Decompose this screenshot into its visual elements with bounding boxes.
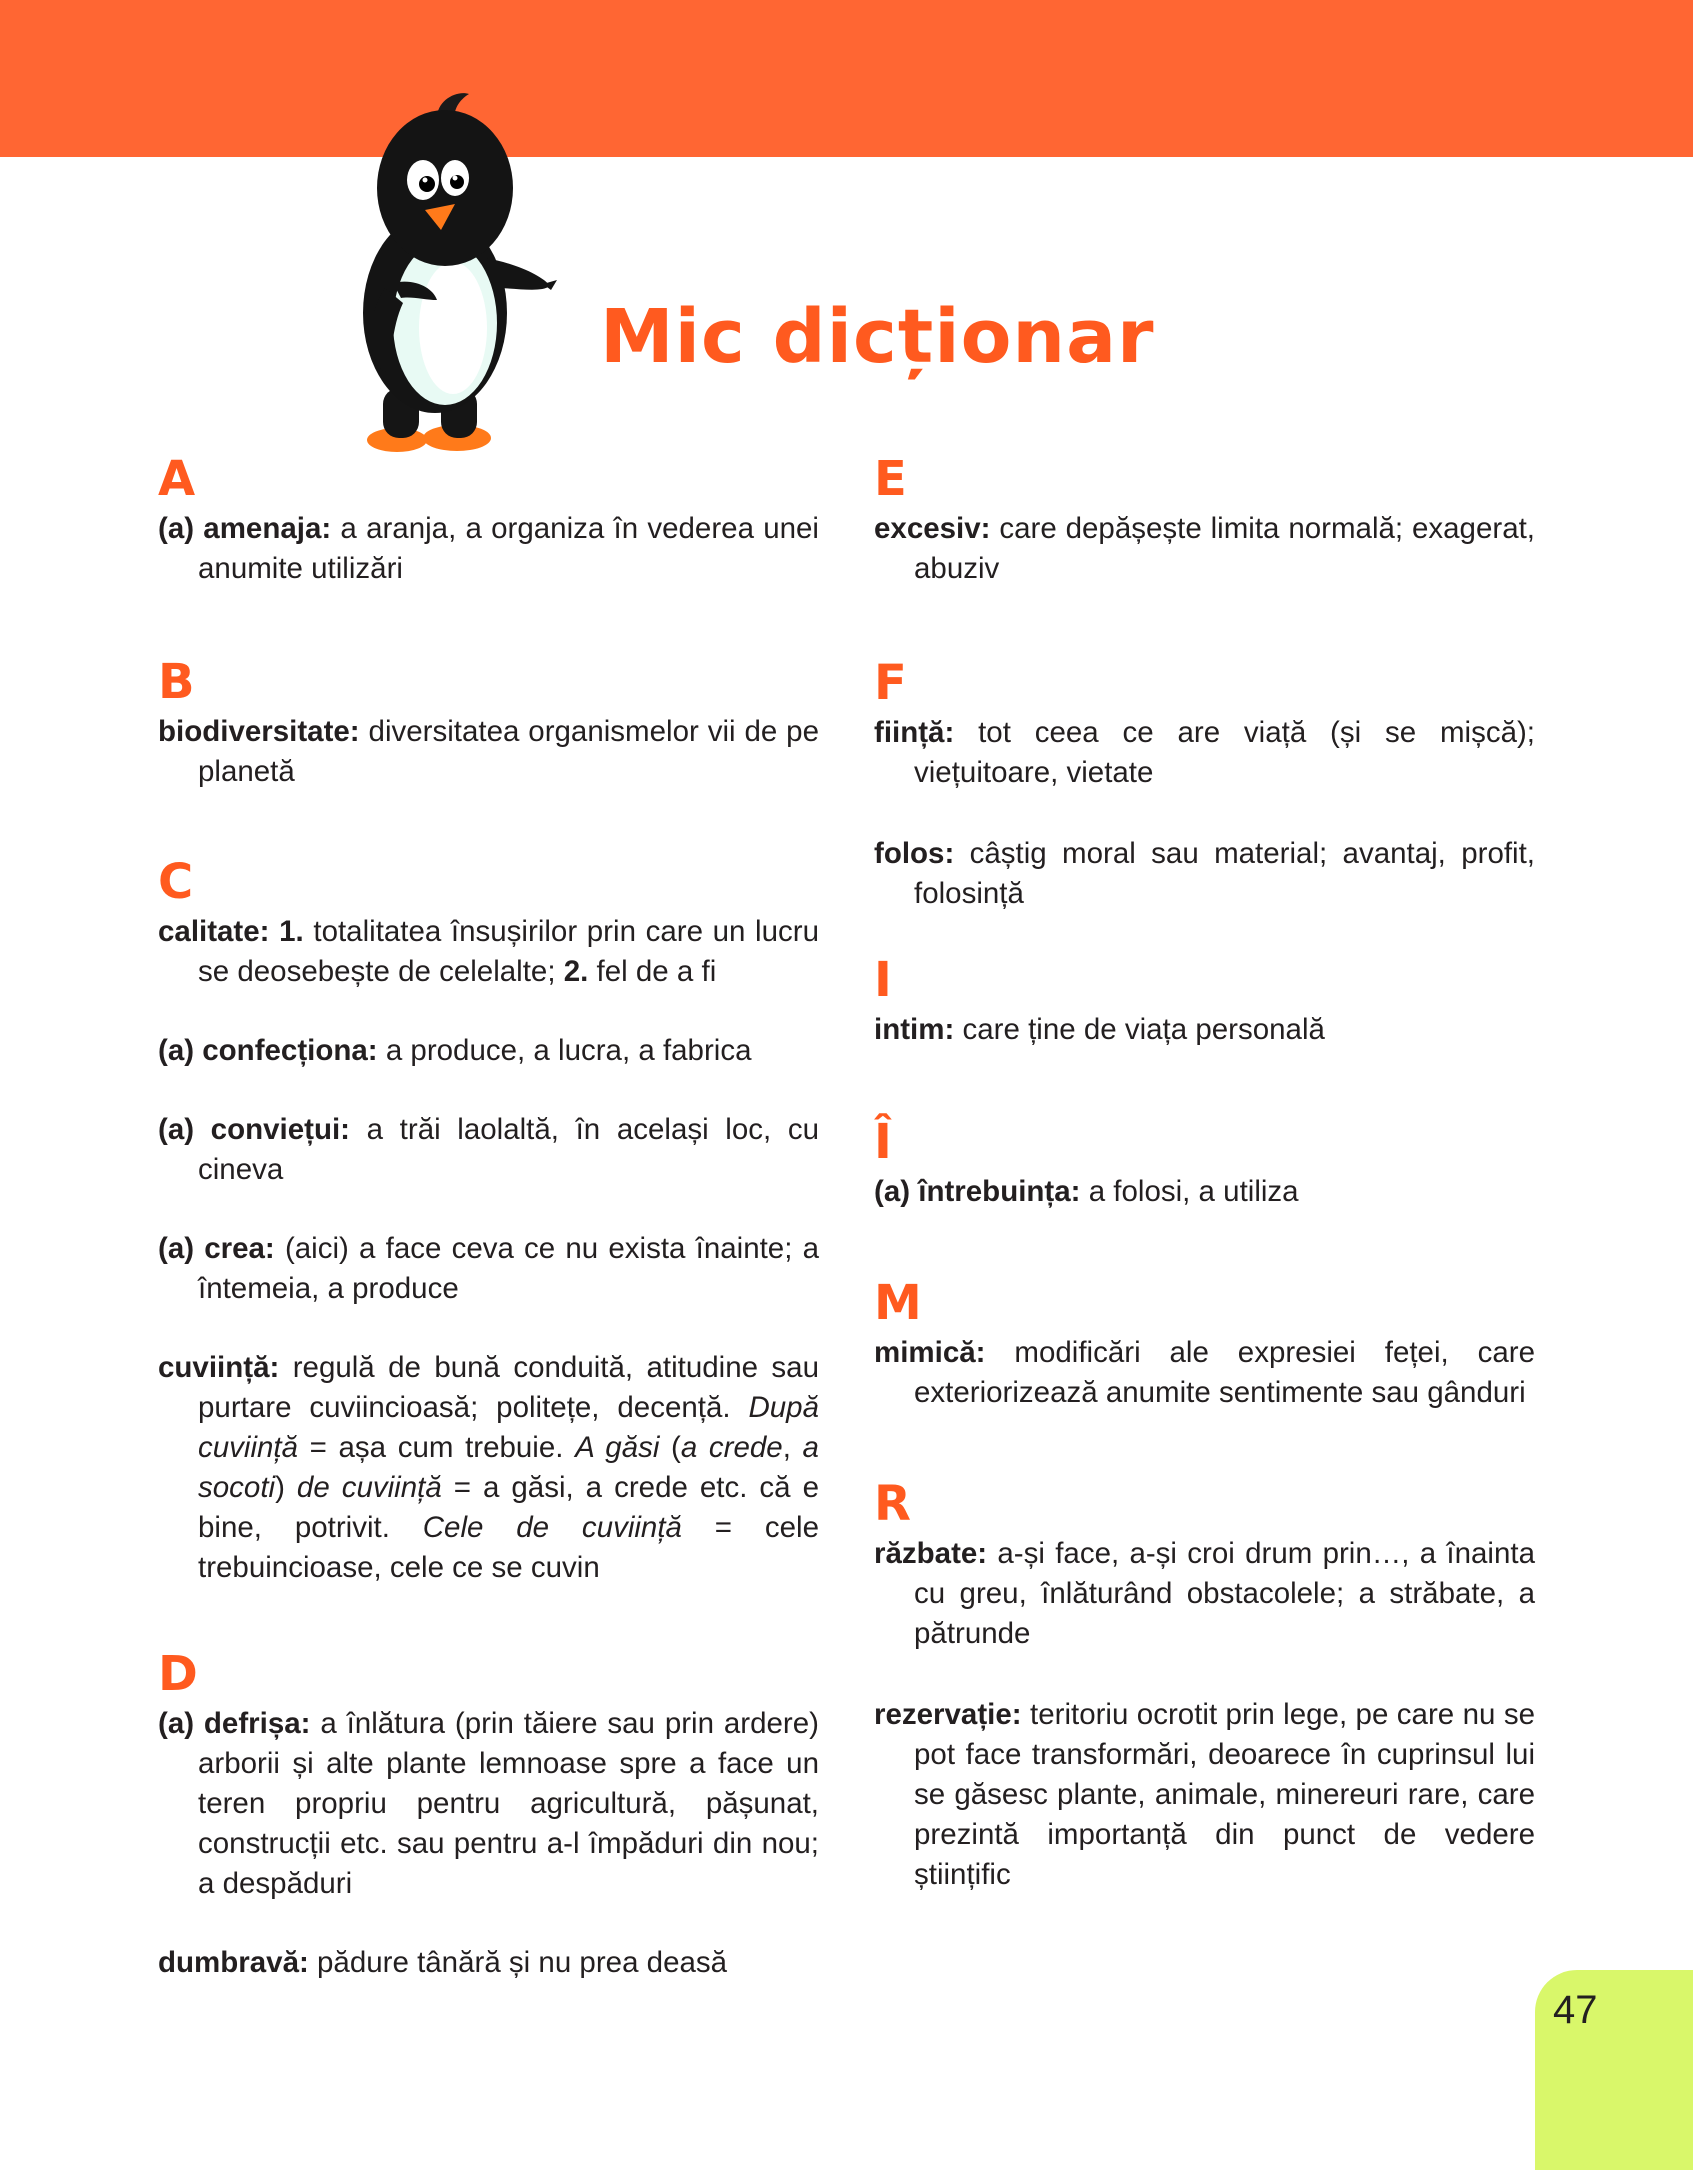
entry-definition: a înlătura (prin tăiere sau prin ardere) arborii și alte plante lemnoase spre a face un teren propriu pentru agricultură, pășunat, construcții etc. sau pentru a-l împăduri din nou; a despăduri xyxy=(198,1707,819,1900)
entry-definition: diversitatea organismelor vii de pe planetă xyxy=(198,715,819,788)
section-f xyxy=(874,655,1535,914)
entry-intim xyxy=(874,1010,1535,1050)
penguin-mascot-illustration xyxy=(345,88,565,460)
entry-intrebuinta xyxy=(874,1172,1535,1212)
entry-term: mimică: xyxy=(874,1336,986,1369)
sense-number: 1. xyxy=(279,915,304,948)
entry-definition: a-și face, a-și croi drum prin…, a înainta cu greu, înlăturând obstacolele; a străbate, a pătrunde xyxy=(914,1537,1535,1650)
entry-term: ființă: xyxy=(874,716,955,749)
dictionary-column-left xyxy=(158,451,819,1983)
entry-term: rezervație: xyxy=(874,1698,1022,1731)
entry-mimica xyxy=(874,1333,1535,1413)
entry-definition: modificări ale expresiei feței, care exteriorizează anumite sentimente sau gânduri xyxy=(914,1336,1535,1409)
entry-folos xyxy=(874,834,1535,914)
entry-definition: (aici) a face ceva ce nu exista înainte; a întemeia, a produce xyxy=(198,1232,819,1305)
entry-calitate xyxy=(158,912,819,992)
entry-term: (a) crea: xyxy=(158,1232,275,1265)
entry-term: folos: xyxy=(874,837,955,870)
section-i xyxy=(874,952,1535,1050)
section-letter: Î xyxy=(874,1114,892,1170)
entry-defrisa xyxy=(158,1704,819,1904)
entry-definition: care depășește limita normală; exagerat, abuziv xyxy=(914,512,1535,585)
section-letter: M xyxy=(874,1275,922,1331)
entry-term: (a) defrișa: xyxy=(158,1707,311,1740)
entry-definition: a folosi, a utiliza xyxy=(1080,1175,1299,1208)
section-a xyxy=(158,451,819,589)
section-d xyxy=(158,1646,819,1983)
header-band xyxy=(0,0,1693,157)
entry-confectiona xyxy=(158,1031,819,1071)
page-title: Mic dicționar xyxy=(600,294,1155,380)
entry-razbate xyxy=(874,1534,1535,1654)
entry-excesiv xyxy=(874,509,1535,589)
entry-term: calitate: xyxy=(158,915,270,948)
dictionary-column-right xyxy=(874,451,1535,1895)
entry-definition: câștig moral sau material; avantaj, profit, folosință xyxy=(914,837,1535,910)
entry-term: răzbate: xyxy=(874,1537,988,1570)
section-b xyxy=(158,654,819,792)
phrase-italic: După cuviință xyxy=(198,1391,819,1464)
page-number: 47 xyxy=(1553,1988,1598,2032)
entry-term: dumbravă: xyxy=(158,1946,309,1979)
section-c xyxy=(158,854,819,1588)
phrase-italic: a socoti xyxy=(198,1431,819,1504)
entry-convietui xyxy=(158,1110,819,1190)
section-i-circumflex xyxy=(874,1114,1535,1212)
section-e xyxy=(874,451,1535,589)
sense-number: 2. xyxy=(563,955,589,988)
entry-cuviinta xyxy=(158,1348,819,1588)
phrase-italic: Cele de cuviință xyxy=(422,1511,682,1544)
section-m xyxy=(874,1275,1535,1413)
section-letter: E xyxy=(874,451,907,507)
section-letter: B xyxy=(158,654,195,710)
entry-definition: regulă de bună conduită, atitudine sau purtare cuviincioasă; politețe, decență. xyxy=(198,1351,819,1424)
entry-biodiversitate xyxy=(158,712,819,792)
section-letter: I xyxy=(874,952,892,1008)
entry-definition: fel de a fi xyxy=(588,955,717,988)
entry-term: (a) confecționa: xyxy=(158,1034,378,1067)
entry-definition: teritoriu ocrotit prin lege, pe care nu se pot face transformări, deoarece în cuprinsul lui se găsesc plante, animale, minereuri rare, care prezintă importanță din punct de vedere științific xyxy=(914,1698,1535,1891)
phrase-italic: a crede xyxy=(680,1431,783,1464)
section-letter: D xyxy=(158,1646,198,1702)
entry-definition: = cele trebuincioase, cele ce se cuvin xyxy=(198,1511,819,1584)
entry-definition: , xyxy=(782,1431,803,1464)
entry-dumbrava xyxy=(158,1943,819,1983)
entry-term: excesiv: xyxy=(874,512,991,545)
section-letter: F xyxy=(874,655,907,711)
section-letter: C xyxy=(158,854,194,910)
entry-definition: = a găsi, a crede etc. că e bine, potrivit. xyxy=(198,1471,819,1544)
entry-term: intim: xyxy=(874,1013,955,1046)
section-letter: A xyxy=(158,451,196,507)
entry-definition: a aranja, a organiza în vederea unei anumite utilizări xyxy=(198,512,819,585)
entry-crea xyxy=(158,1229,819,1309)
phrase-italic: de cuviință xyxy=(296,1471,442,1504)
entry-definition: ( xyxy=(659,1431,681,1464)
entry-definition: = așa cum trebuie. xyxy=(298,1431,576,1464)
entry-definition: care ține de viața personală xyxy=(954,1013,1325,1046)
entry-rezervatie xyxy=(874,1695,1535,1895)
entry-term: (a) amenaja: xyxy=(158,512,332,545)
entry-definition: tot ceea ce are viață (și se mișcă); viețuitoare, vietate xyxy=(914,716,1535,789)
entry-definition: a produce, a lucra, a fabrica xyxy=(377,1034,752,1067)
phrase-italic: A găsi xyxy=(575,1431,660,1464)
entry-fiinta xyxy=(874,713,1535,793)
entry-amenaja xyxy=(158,509,819,589)
entry-term: (a) conviețui: xyxy=(158,1113,351,1146)
entry-definition: a trăi laolaltă, în același loc, cu cineva xyxy=(198,1113,819,1186)
section-letter: R xyxy=(874,1476,911,1532)
entry-definition: pădure tânără și nu prea deasă xyxy=(308,1946,728,1979)
section-r xyxy=(874,1476,1535,1895)
entry-term: cuviință: xyxy=(158,1351,280,1384)
entry-term: (a) întrebuința: xyxy=(874,1175,1081,1208)
entry-definition: totalitatea însușirilor prin care un lucru se deosebește de celelalte; xyxy=(198,915,819,988)
entry-term: biodiversitate: xyxy=(158,715,360,748)
entry-definition: ) xyxy=(275,1471,297,1504)
